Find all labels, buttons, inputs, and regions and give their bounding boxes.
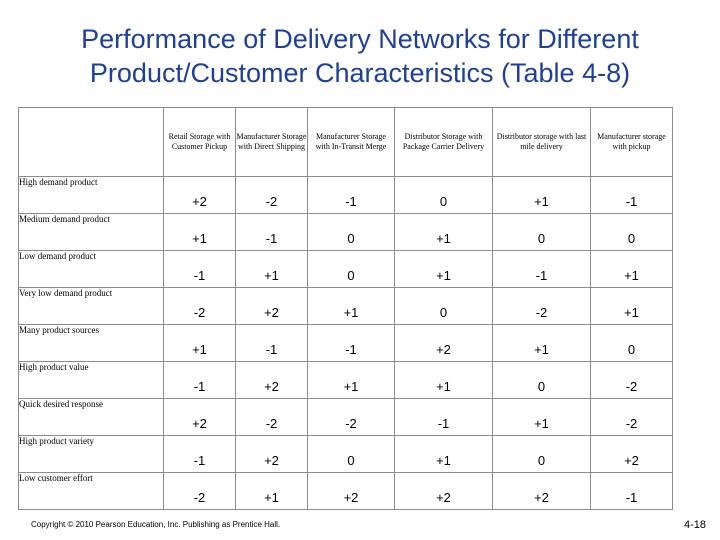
- cell-value: -1: [437, 415, 450, 431]
- table-cell: [591, 251, 673, 288]
- cell-value: -1: [193, 267, 206, 283]
- table-cell: [493, 325, 591, 362]
- cell-value: +2: [264, 378, 279, 394]
- cell-value: +2: [264, 452, 279, 468]
- cell-value: -1: [625, 193, 638, 209]
- table-cell: [395, 399, 493, 436]
- cell-value: -1: [265, 230, 278, 246]
- header-row: [19, 108, 673, 177]
- cell-value: -2: [265, 193, 278, 209]
- cell-value: +1: [264, 489, 279, 505]
- cell-value: -2: [625, 415, 638, 431]
- table-cell: [395, 436, 493, 473]
- cell-value: -2: [193, 489, 206, 505]
- cell-value: -1: [193, 378, 206, 394]
- cell-value: +1: [534, 341, 549, 357]
- cell-value: +1: [624, 267, 639, 283]
- cell-value: +2: [624, 452, 639, 468]
- table-cell: [493, 177, 591, 214]
- table-cell: [164, 214, 236, 251]
- table-cell: [493, 251, 591, 288]
- cell-value: +1: [264, 267, 279, 283]
- table-cell: [308, 177, 395, 214]
- table-cell: [236, 436, 308, 473]
- table-cell: [164, 177, 236, 214]
- row-label: High product variety: [19, 436, 164, 473]
- table-cell: [308, 362, 395, 399]
- cell-value: 0: [347, 452, 355, 468]
- row-label: High demand product: [19, 177, 164, 214]
- table-body: [19, 177, 673, 510]
- cell-value: 0: [439, 304, 448, 320]
- cell-value: +1: [436, 452, 451, 468]
- cell-value: +1: [534, 415, 549, 431]
- table-cell: [308, 251, 395, 288]
- table-cell: [493, 362, 591, 399]
- table-cell: [395, 288, 493, 325]
- table-cell: [236, 214, 308, 251]
- row-label: Low demand product: [19, 251, 164, 288]
- table-cell: [308, 288, 395, 325]
- cell-value: 0: [537, 452, 546, 468]
- table-cell: [164, 436, 236, 473]
- table-cell: [591, 473, 673, 510]
- cell-value: +1: [534, 193, 549, 209]
- cell-value: +2: [192, 415, 207, 431]
- row-label: Very low demand product: [19, 288, 164, 325]
- row-label: High product value: [19, 362, 164, 399]
- table-row: [19, 473, 673, 510]
- cell-value: -2: [265, 415, 278, 431]
- table-row: [19, 288, 673, 325]
- table-cell: [591, 214, 673, 251]
- table-cell: [395, 325, 493, 362]
- table-cell: [493, 399, 591, 436]
- table-cell: [164, 399, 236, 436]
- cell-value: +2: [436, 489, 451, 505]
- cell-value: -2: [193, 304, 206, 320]
- copyright-footer: Copyright © 2010 Pearson Education, Inc. Publishing as Prentice Hall.: [31, 520, 281, 529]
- cell-value: +1: [343, 378, 359, 394]
- table-row: [19, 362, 673, 399]
- table-cell: [236, 177, 308, 214]
- table-row: [19, 399, 673, 436]
- table-cell: [308, 473, 395, 510]
- table-cell: [493, 436, 591, 473]
- table-cell: [591, 399, 673, 436]
- table-cell: [591, 325, 673, 362]
- table-cell: [395, 251, 493, 288]
- cell-value: -2: [535, 304, 548, 320]
- performance-table: [18, 107, 673, 510]
- cell-value: 0: [439, 193, 448, 209]
- title-line-2: Product/Customer Characteristics (Table 4-8): [89, 58, 631, 88]
- cell-value: -1: [625, 489, 638, 505]
- column-header: Manufacturer Storage with In-Transit Merge: [308, 108, 395, 177]
- row-label: Many product sources: [19, 325, 164, 362]
- cell-value: 0: [537, 378, 546, 394]
- cell-value: -2: [345, 415, 357, 431]
- cell-value: 0: [627, 230, 636, 246]
- table-cell: [395, 473, 493, 510]
- table-cell: [236, 251, 308, 288]
- cell-value: 0: [627, 341, 636, 357]
- table-cell: [591, 362, 673, 399]
- cell-value: +1: [192, 230, 207, 246]
- table-row: [19, 325, 673, 362]
- table-cell: [591, 288, 673, 325]
- table-cell: [395, 214, 493, 251]
- cell-value: 0: [537, 230, 546, 246]
- column-header: Retail Storage with Customer Pickup: [164, 108, 236, 177]
- table-row: [19, 436, 673, 473]
- table-row: [19, 251, 673, 288]
- row-label: Quick desired response: [19, 399, 164, 436]
- table-cell: [164, 362, 236, 399]
- cell-value: +1: [436, 230, 451, 246]
- title-line-1: Performance of Delivery Networks for Different: [81, 24, 639, 54]
- table-cell: [236, 399, 308, 436]
- table-cell: [591, 177, 673, 214]
- row-label: Low customer effort: [19, 473, 164, 510]
- table-cell: [493, 288, 591, 325]
- cell-value: +1: [436, 378, 451, 394]
- cell-value: +2: [264, 304, 279, 320]
- cell-value: +1: [624, 304, 639, 320]
- row-label: Medium demand product: [19, 214, 164, 251]
- table-cell: [395, 177, 493, 214]
- cell-value: -1: [265, 341, 278, 357]
- table-cell: [308, 399, 395, 436]
- table-row: [19, 214, 673, 251]
- table-cell: [236, 325, 308, 362]
- cell-value: -2: [625, 378, 638, 394]
- table-cell: [493, 214, 591, 251]
- table-cell: [236, 288, 308, 325]
- cell-value: 0: [347, 267, 355, 283]
- table-cell: [164, 288, 236, 325]
- table-cell: [236, 473, 308, 510]
- slide-title: [0, 22, 720, 90]
- column-header: Manufacturer Storage with Direct Shipping: [236, 108, 308, 177]
- table-cell: [591, 436, 673, 473]
- cell-value: +1: [436, 267, 451, 283]
- cell-value: 0: [347, 230, 355, 246]
- cell-value: -1: [345, 193, 357, 209]
- cell-value: -1: [535, 267, 548, 283]
- table-cell: [236, 362, 308, 399]
- column-header: Distributor storage with last mile delivery: [493, 108, 591, 177]
- table-cell: [164, 473, 236, 510]
- table-cell: [164, 325, 236, 362]
- cell-value: -1: [193, 452, 206, 468]
- table-cell: [308, 325, 395, 362]
- table-cell: [308, 436, 395, 473]
- table-cell: [164, 251, 236, 288]
- cell-value: +2: [534, 489, 549, 505]
- cell-value: -1: [345, 341, 357, 357]
- table-cell: [493, 473, 591, 510]
- table-cell: [395, 362, 493, 399]
- table-row: [19, 177, 673, 214]
- cell-value: +2: [192, 193, 207, 209]
- page-number: 4-18: [683, 519, 706, 531]
- column-header: Distributor Storage with Package Carrier Delivery: [395, 108, 493, 177]
- corner-cell: [19, 108, 164, 177]
- cell-value: +1: [343, 304, 359, 320]
- column-header: Manufacturer storage with pickup: [591, 108, 673, 177]
- cell-value: +1: [192, 341, 207, 357]
- table-cell: [308, 214, 395, 251]
- cell-value: +2: [343, 489, 359, 505]
- cell-value: +2: [436, 341, 451, 357]
